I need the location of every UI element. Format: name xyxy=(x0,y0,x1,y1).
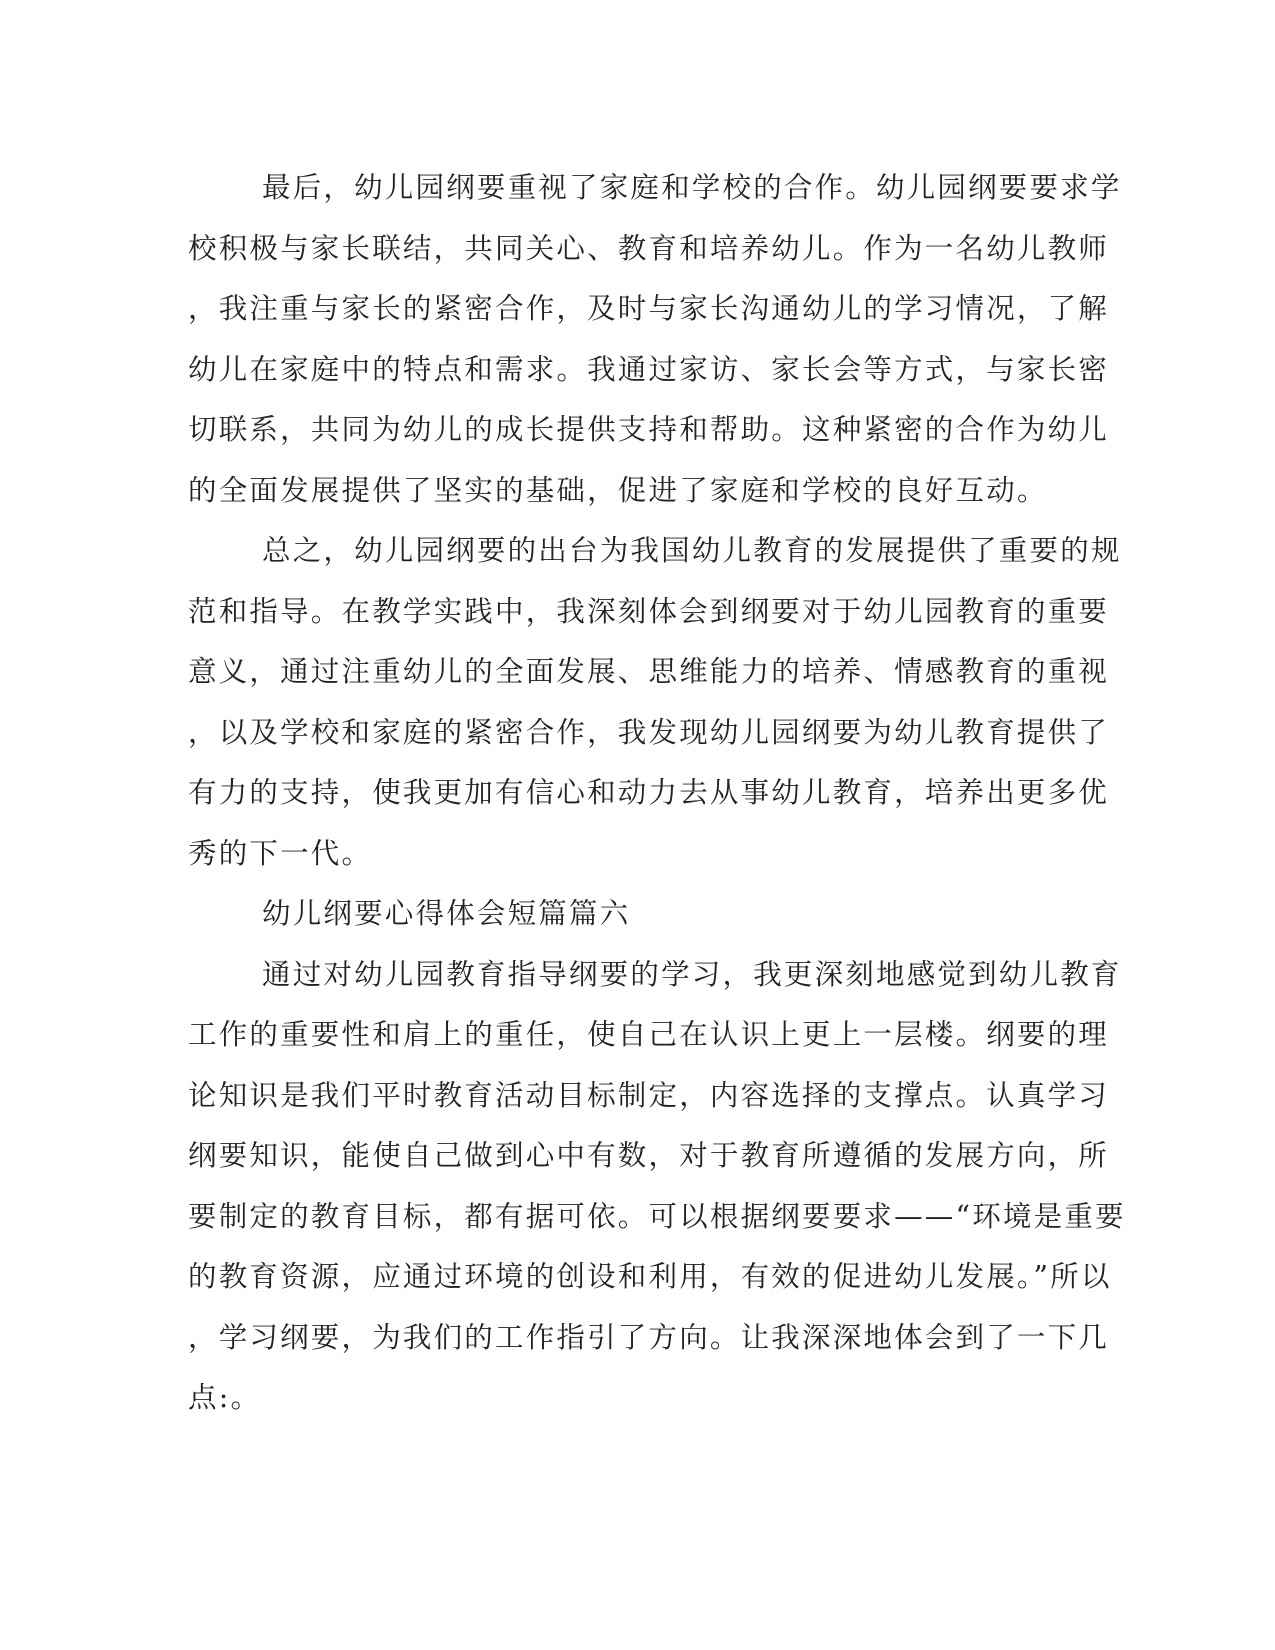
paragraph-conclusion xyxy=(188,521,1122,884)
paragraph-line: 范和指导。在教学实践中，我深刻体会到纲要对于幼儿园教育的重要 xyxy=(188,594,1110,628)
paragraph-line: 有力的支持，使我更加有信心和动力去从事幼儿教育，培养出更多优 xyxy=(188,776,1110,809)
paragraph-line: 意义，通过注重幼儿的全面发展、思维能力的培养、情感教育的重视 xyxy=(188,655,1110,688)
paragraph-line: 幼儿在家庭中的特点和需求。我通过家访、家长会等方式，与家长密 xyxy=(188,352,1110,386)
paragraph-line: 通过对幼儿园教育指导纲要的学习，我更深刻地感觉到幼儿教育 xyxy=(262,957,1122,991)
paragraph-study-reflection xyxy=(188,945,1126,1429)
paragraph-line: ，学习纲要，为我们的工作指引了方向。让我深深地体会到了一下几 xyxy=(188,1320,1110,1354)
paragraph-line: 工作的重要性和肩上的重任，使自己在认识上更上一层楼。纲要的理 xyxy=(188,1018,1110,1051)
section-heading: 幼儿纲要心得体会短篇篇六 xyxy=(262,897,631,930)
paragraph-line: 最后，幼儿园纲要重视了家庭和学校的合作。幼儿园纲要要求学 xyxy=(262,171,1122,204)
paragraph-line: 的全面发展提供了坚实的基础，促进了家庭和学校的良好互动。 xyxy=(188,473,1048,507)
paragraph-family-school-cooperation xyxy=(188,158,1122,521)
paragraph-line: ，我注重与家长的紧密合作，及时与家长沟通幼儿的学习情况，了解 xyxy=(188,292,1110,325)
paragraph-line: 切联系，共同为幼儿的成长提供支持和帮助。这种紧密的合作为幼儿 xyxy=(188,413,1110,446)
document-body xyxy=(188,158,1126,1429)
paragraph-line: 点:。 xyxy=(188,1381,262,1414)
paragraph-line: 的教育资源，应通过环境的创设和利用，有效的促进幼儿发展。”所以 xyxy=(188,1260,1112,1293)
paragraph-line: 论知识是我们平时教育活动目标制定，内容选择的支撑点。认真学习 xyxy=(188,1078,1110,1112)
paragraph-line: 校积极与家长联结，共同关心、教育和培养幼儿。作为一名幼儿教师 xyxy=(188,231,1110,265)
paragraph-line: 要制定的教育目标，都有据可依。可以根据纲要要求——“环境是重要 xyxy=(188,1199,1126,1233)
paragraph-line: 总之，幼儿园纲要的出台为我国幼儿教育的发展提供了重要的规 xyxy=(262,534,1122,567)
paragraph-line: ，以及学校和家庭的紧密合作，我发现幼儿园纲要为幼儿教育提供了 xyxy=(188,715,1110,749)
paragraph-line: 秀的下一代。 xyxy=(188,836,373,870)
paragraph-line: 纲要知识，能使自己做到心中有数，对于教育所遵循的发展方向，所 xyxy=(188,1139,1110,1172)
